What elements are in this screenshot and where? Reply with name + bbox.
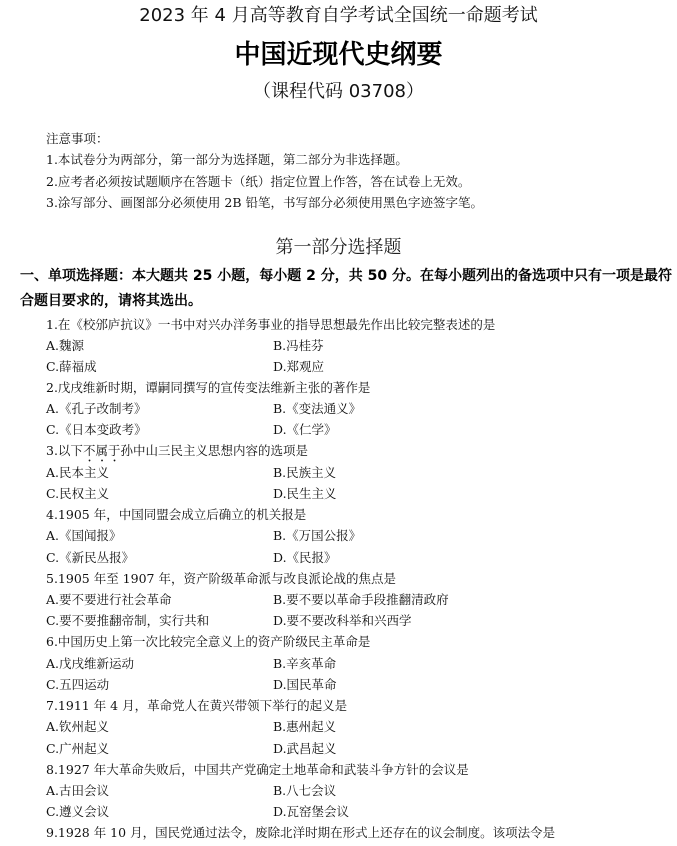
question-stem-emphasis: 不属于 <box>82 443 121 458</box>
option-c: C.民权主义 <box>46 486 110 501</box>
option-b: B.八七会议 <box>273 783 337 798</box>
option-c: C.要不要推翻帝制，实行共和 <box>46 613 210 628</box>
question-stem: 8.1927 年大革命失败后，中国共产党确定土地革命和武装斗争方针的会议是 <box>46 762 469 777</box>
option-b: B.冯桂芬 <box>273 338 324 353</box>
question-stem: 9.1928 年 10 月，国民党通过法令，废除北洋时期在形式上还存在的议会制度。该项法令是 <box>46 825 556 840</box>
option-d: D.民生主义 <box>273 486 337 501</box>
course-code: （课程代码 03708） <box>253 81 424 102</box>
exam-title: 2023 年 4 月高等教育自学考试全国统一命题考试 <box>139 5 538 26</box>
option-c: C.广州起义 <box>46 741 110 756</box>
option-d: D.武昌起义 <box>273 741 337 756</box>
question-stem-suffix: 孙中山三民主义思想内容的选项是 <box>120 443 308 458</box>
option-d: D.要不要改科举和兴西学 <box>273 613 412 628</box>
option-b: B.《变法通义》 <box>273 401 362 416</box>
option-c: C.《新民丛报》 <box>46 550 135 565</box>
notes-heading: 注意事项： <box>46 131 109 146</box>
option-b: B.辛亥革命 <box>273 656 337 671</box>
option-c: C.《日本变政考》 <box>46 422 147 437</box>
note-item: 2.应考者必须按试题顺序在答题卡（纸）指定位置上作答，答在试卷上无效。 <box>46 174 471 189</box>
option-d: D.《民报》 <box>273 550 337 565</box>
option-b: B.《万国公报》 <box>273 528 362 543</box>
option-d: D.瓦窑堡会议 <box>273 804 350 819</box>
subject-title: 中国近现代史纲要 <box>234 40 443 70</box>
section-instructions-line2: 合题目要求的，请将其选出。 <box>20 293 202 309</box>
option-a: A.《国闻报》 <box>46 528 122 543</box>
option-d: D.郑观应 <box>273 359 325 374</box>
option-c: C.薛福成 <box>46 359 97 374</box>
option-a: A.《孔子改制考》 <box>46 401 147 416</box>
option-b: B.要不要以革命手段推翻清政府 <box>273 592 449 607</box>
question-stem: 1.在《校邠庐抗议》一书中对兴办洋务事业的指导思想最先作出比较完整表述的是 <box>46 317 496 332</box>
question-stem: 2.戊戌维新时期，谭嗣同撰写的宣传变法维新主张的著作是 <box>46 380 371 395</box>
option-a: A.古田会议 <box>46 783 110 798</box>
option-a: A.要不要进行社会革命 <box>46 592 172 607</box>
option-b: B.惠州起义 <box>273 719 337 734</box>
question-stem: 7.1911 年 4 月，革命党人在黄兴带领下举行的起义是 <box>46 698 348 713</box>
question-stem: 6.中国历史上第一次比较完全意义上的资产阶级民主革命是 <box>46 634 371 649</box>
question-stem: 5.1905 年至 1907 年，资产阶级革命派与改良派论战的焦点是 <box>46 571 396 586</box>
option-a: A.戊戌维新运动 <box>46 656 135 671</box>
option-d: D.国民革命 <box>273 677 337 692</box>
note-item: 1.本试卷分为两部分，第一部分为选择题，第二部分为非选择题。 <box>46 152 408 167</box>
option-a: A.钦州起义 <box>46 719 110 734</box>
part-title: 第一部分选择题 <box>275 237 402 258</box>
option-c: C.五四运动 <box>46 677 110 692</box>
option-a: A.民本主义 <box>46 465 110 480</box>
question-stem <box>46 443 308 465</box>
option-d: D.《仁学》 <box>273 422 337 437</box>
section-instructions-line1: 一、单项选择题：本大题共 25 小题，每小题 2 分，共 50 分。在每小题列出的备选项中只有一项是最符 <box>20 268 672 284</box>
option-c: C.遵义会议 <box>46 804 110 819</box>
note-item: 3.涂写部分、画图部分必须使用 2B 铅笔，书写部分必须使用黑色字迹签字笔。 <box>46 195 484 210</box>
option-a: A.魏源 <box>46 338 85 353</box>
question-stem: 4.1905 年，中国同盟会成立后确立的机关报是 <box>46 507 307 522</box>
question-stem-prefix: 3.以下 <box>46 443 83 458</box>
option-b: B.民族主义 <box>273 465 337 480</box>
